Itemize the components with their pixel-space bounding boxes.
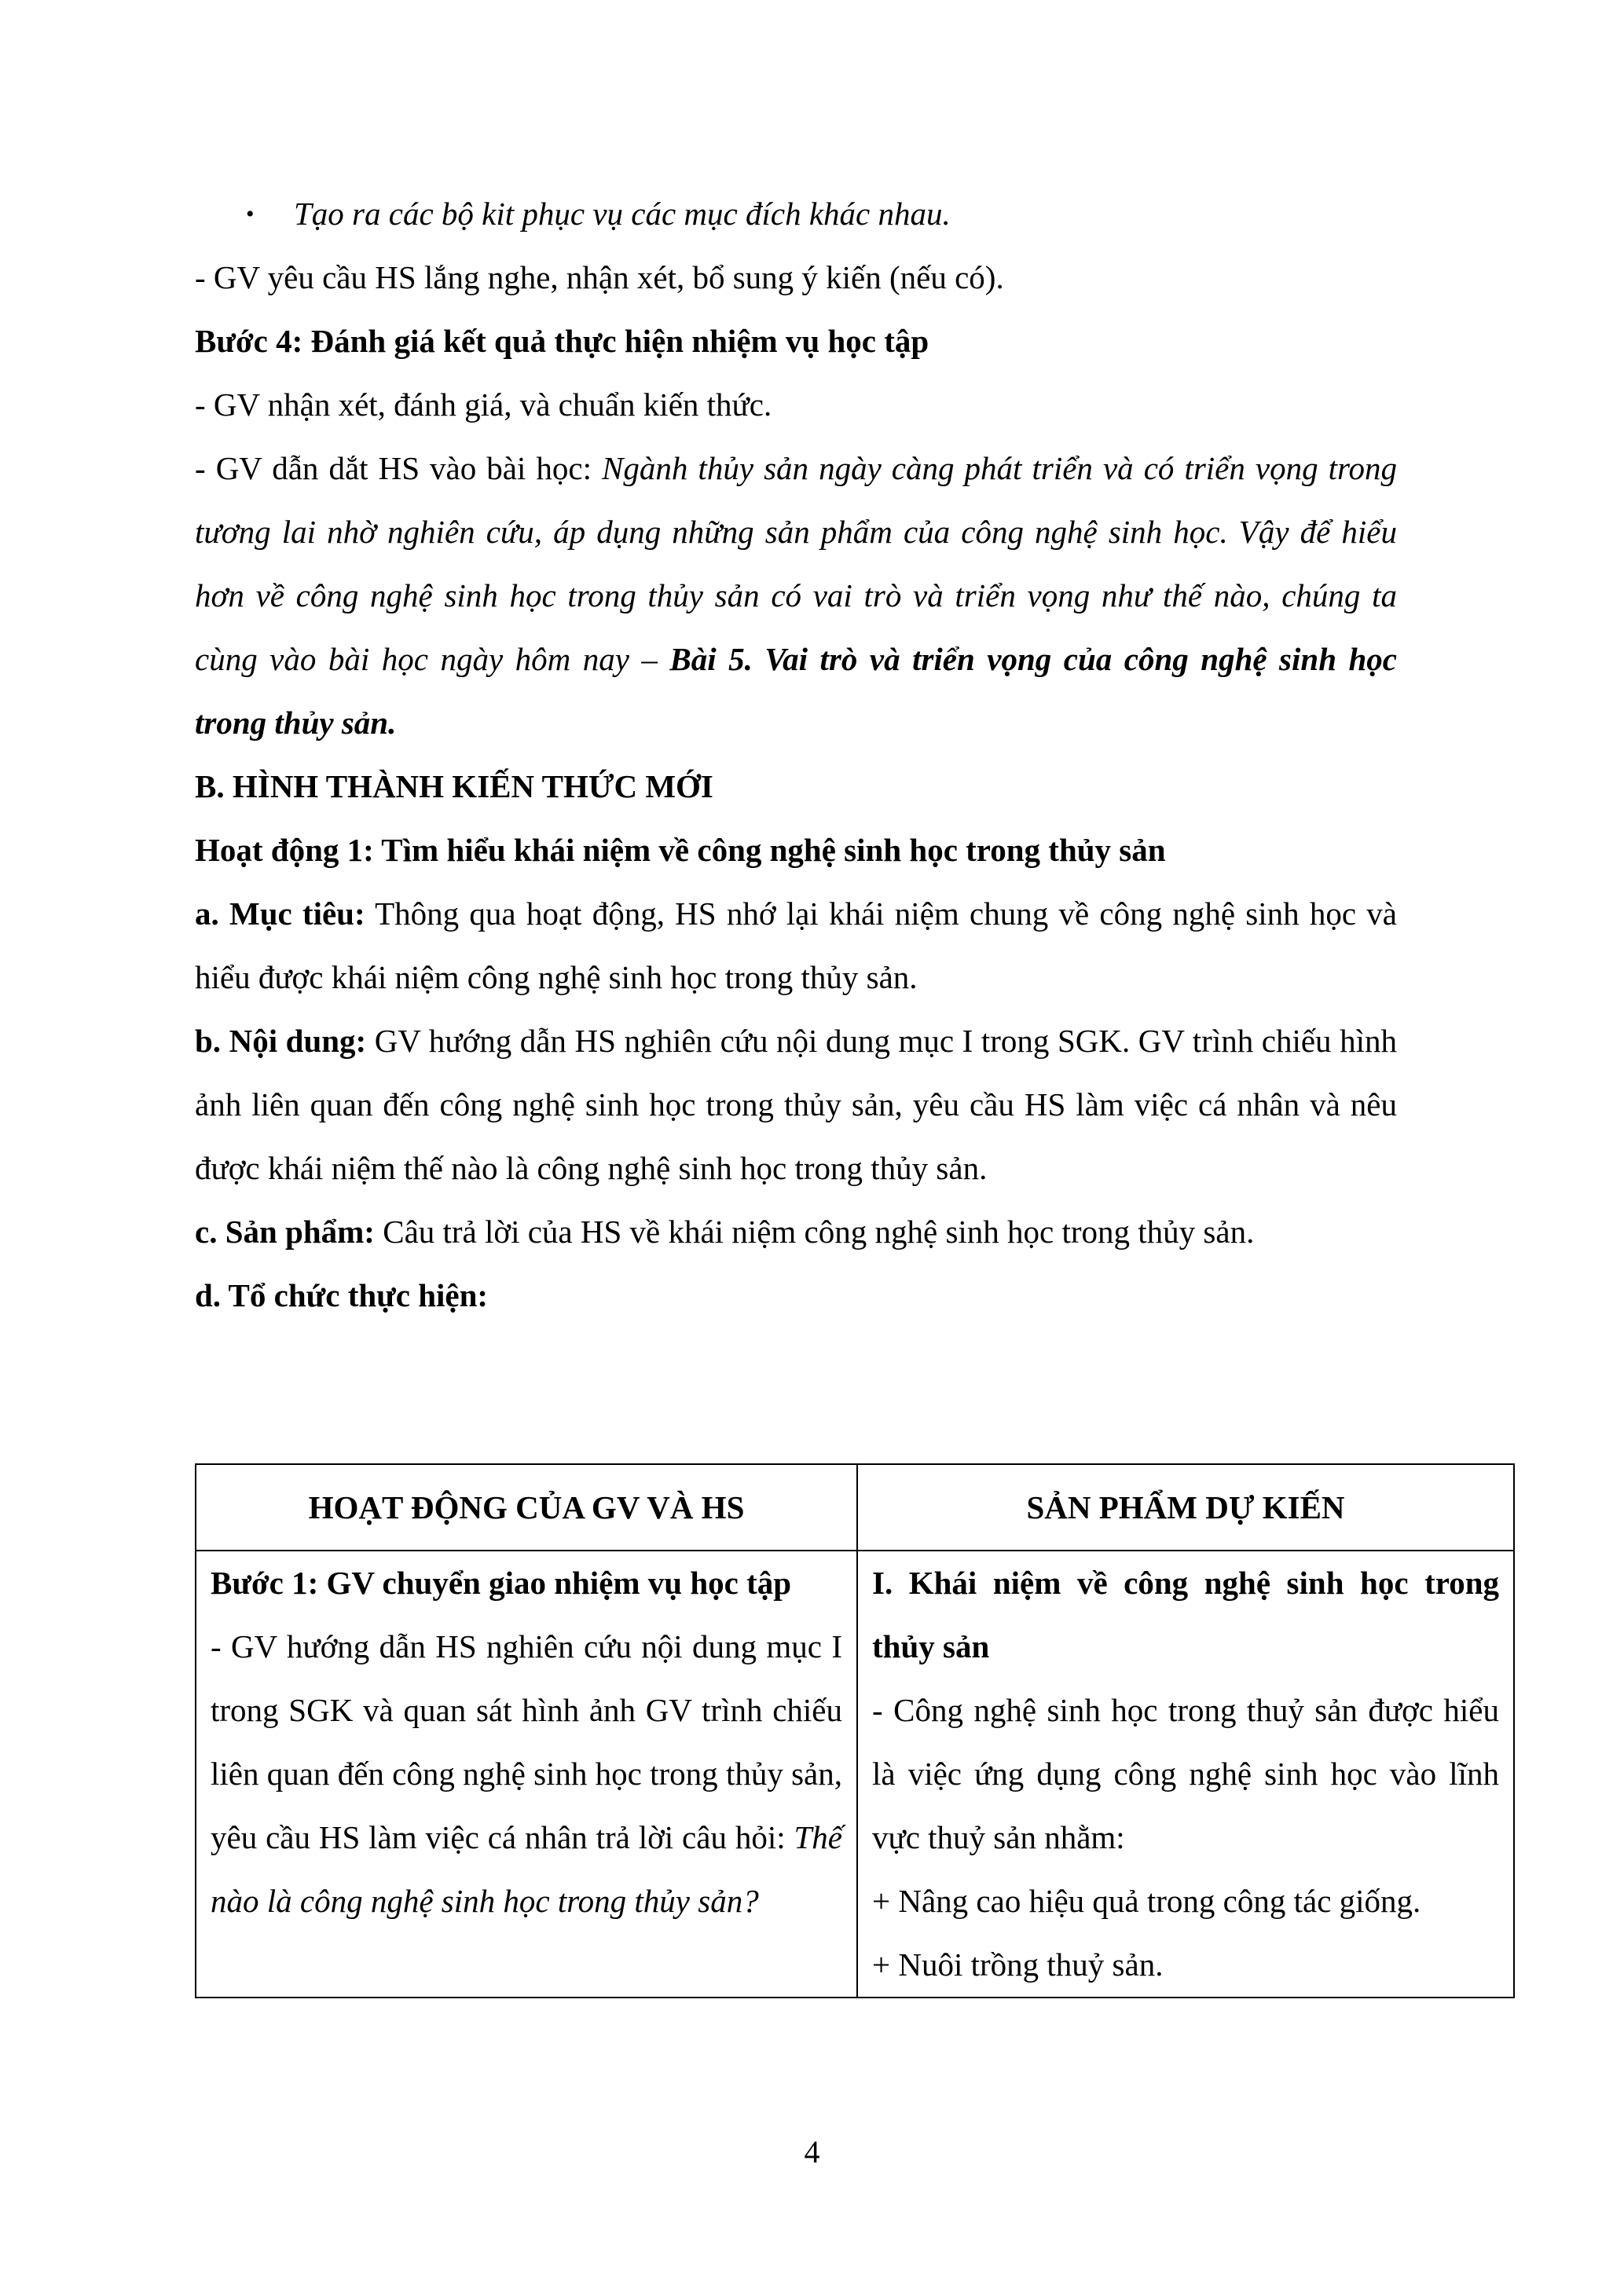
step1-heading: Bước 1: GV chuyển giao nhiệm vụ học tập (211, 1565, 792, 1601)
objective-paragraph (195, 882, 1397, 1009)
concept-point-2: + Nuôi trồng thuỷ sản. (872, 1946, 1164, 1983)
product-paragraph (195, 1200, 1397, 1264)
table-header-expected-products: SẢN PHẨM DỰ KIẾN (857, 1464, 1514, 1551)
content-label: b. Nội dung: (195, 1023, 367, 1059)
concept-heading: I. Khái niệm về công nghệ sinh học trong thủy sản (872, 1565, 1499, 1664)
gv-evaluate-paragraph: - GV nhận xét, đánh giá, và chuẩn kiến thức. (195, 386, 772, 423)
document-body (195, 182, 1397, 1327)
gv-request-paragraph: - GV yêu cầu HS lắng nghe, nhận xét, bổ sung ý kiến (nếu có). (195, 259, 1004, 295)
page-number: 4 (804, 2134, 820, 2170)
activity-table (195, 1463, 1515, 1998)
step1-instruction-text: - GV hướng dẫn HS nghiên cứu nội dung mục I trong SGK và quan sát hình ảnh GV trình chiếu liên quan đến công nghệ sinh học trong thủy sản, yêu cầu HS làm việc cá nhân trả lời câu hỏi: (211, 1628, 842, 1855)
section-b-heading: B. HÌNH THÀNH KIẾN THỨC MỚI (195, 768, 713, 804)
bullet-icon: • (246, 201, 255, 227)
gv-lead-prefix: - GV dẫn dắt HS vào bài học: (195, 450, 603, 486)
bullet-item-text: Tạo ra các bộ kit phục vụ các mục đích khác nhau. (294, 196, 951, 232)
content-paragraph (195, 1009, 1397, 1200)
concept-point-1: + Nâng cao hiệu quả trong công tác giống. (872, 1883, 1421, 1919)
table-row (196, 1551, 1514, 1998)
table-cell-activities (196, 1551, 857, 1998)
objective-label: a. Mục tiêu: (195, 895, 365, 932)
table-header-activities: HOẠT ĐỘNG CỦA GV VÀ HS (196, 1464, 857, 1551)
step1-instruction (211, 1615, 842, 1933)
lesson-title: Bài 5. Vai trò và triển vọng của công nghệ sinh học trong thủy sản. (195, 641, 1397, 741)
gv-lead-paragraph (195, 437, 1397, 755)
organization-heading: d. Tổ chức thực hiện: (195, 1277, 489, 1313)
activity-1-heading: Hoạt động 1: Tìm hiểu khái niệm về công nghệ sinh học trong thủy sản (195, 832, 1166, 868)
concept-definition: - Công nghệ sinh học trong thuỷ sản được hiểu là việc ứng dụng công nghệ sinh học vào lĩnh vực thuỷ sản nhằm: (872, 1692, 1499, 1855)
bullet-list-item (195, 182, 1397, 246)
product-text: Câu trả lời của HS về khái niệm công nghệ sinh học trong thủy sản. (374, 1214, 1255, 1250)
content-text: GV hướng dẫn HS nghiên cứu nội dung mục I trong SGK. GV trình chiếu hình ảnh liên quan đến công nghệ sinh học trong thủy sản, yêu cầu HS làm việc cá nhân và nêu được khái niệm thế nào là công nghệ sinh học trong thủy sản. (195, 1023, 1397, 1186)
step1-question: Thế nào là công nghệ sinh học trong thủy sản? (211, 1819, 842, 1919)
step4-heading: Bước 4: Đánh giá kết quả thực hiện nhiệm vụ học tập (195, 323, 929, 359)
gv-lead-italic-text: Ngành thủy sản ngày càng phát triển và có triển vọng trong tương lai nhờ nghiên cứu, áp dụng những sản phẩm của công nghệ sinh học. Vậy để hiểu hơn về công nghệ sinh học trong thủy sản có vai trò và triển vọng như thế nào, chúng ta cùng vào bài học ngày hôm nay – (195, 450, 1397, 677)
table-header-row (196, 1464, 1514, 1551)
product-label: c. Sản phẩm: (195, 1214, 375, 1250)
objective-text: Thông qua hoạt động, HS nhớ lại khái niệm chung về công nghệ sinh học và hiểu được khái niệm công nghệ sinh học trong thủy sản. (195, 895, 1398, 995)
table-cell-expected-products (857, 1551, 1514, 1998)
